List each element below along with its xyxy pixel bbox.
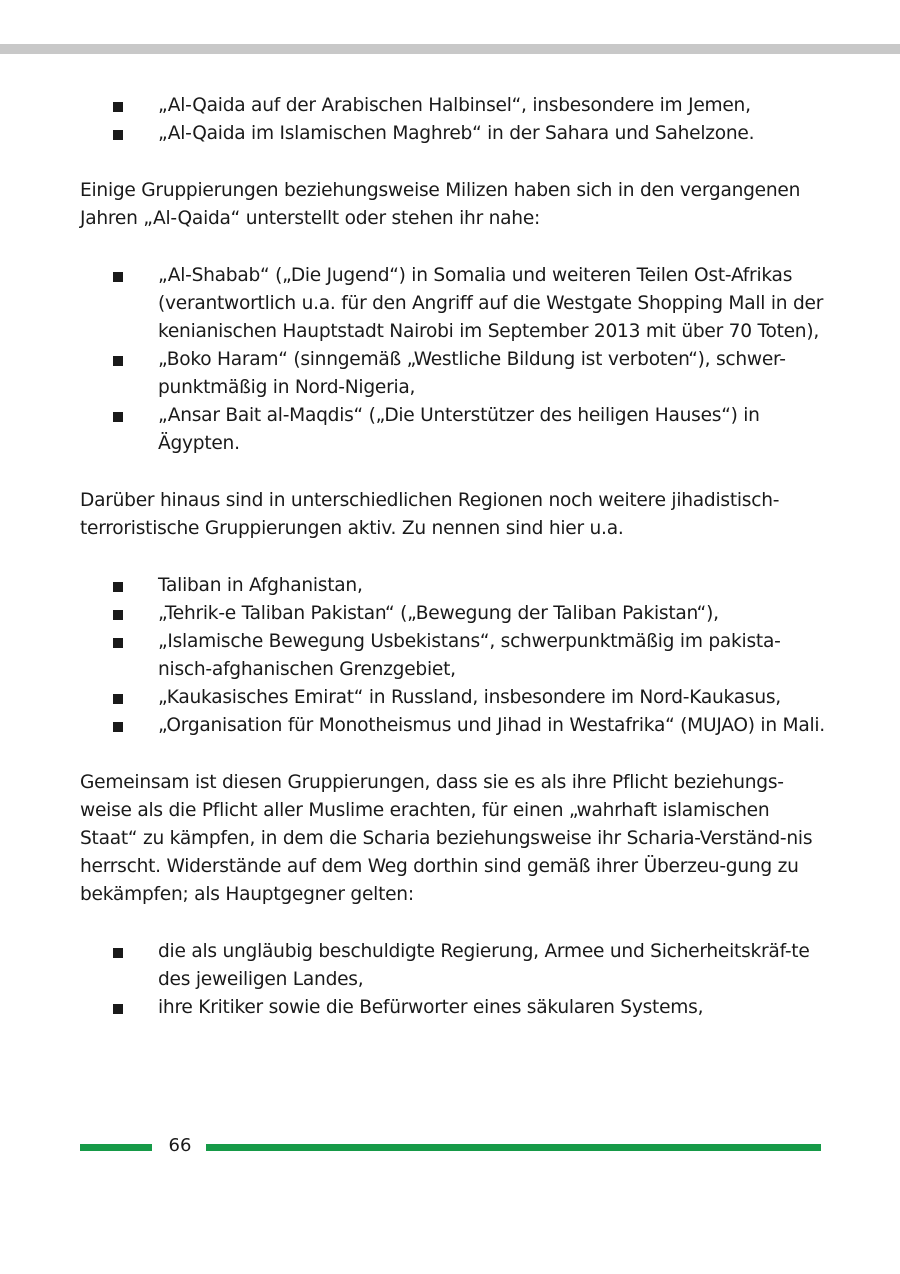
square-bullet-icon	[113, 694, 123, 704]
list-item-text: „Tehrik-e Taliban Pakistan“ („Bewegung der Taliban Pakistan“),	[158, 603, 719, 624]
footer-rule-right	[206, 1144, 821, 1151]
square-bullet-icon	[113, 948, 123, 958]
paragraph-affiliates: Einige Gruppierungen beziehungsweise Milizen haben sich in den vergangenen Jahren „Al-Qaida“ unterstellt oder stehen ihr nahe:	[80, 180, 801, 229]
square-bullet-icon	[113, 1004, 123, 1014]
list-item-text: „Ansar Bait al-Maqdis“ („Die Unterstützer des heiligen Hauses“) in Ägypten.	[158, 405, 760, 454]
list-item-text: die als ungläubig beschuldigte Regierung, Armee und Sicherheitskräf-te des jeweiligen Landes,	[158, 941, 810, 990]
page-number: 66	[168, 1135, 192, 1156]
list-item-text: „Al-Qaida auf der Arabischen Halbinsel“, insbesondere im Jemen,	[158, 95, 751, 116]
footer-rule-left	[80, 1144, 152, 1151]
bullet-list-main-opponents	[80, 938, 830, 1022]
page-body	[80, 92, 830, 1022]
list-item	[80, 600, 830, 628]
square-bullet-icon	[113, 582, 123, 592]
square-bullet-icon	[113, 412, 123, 422]
list-item-text: „Al-Shabab“ („Die Jugend“) in Somalia und weiteren Teilen Ost-Afrikas (verantwortlich u.a. für den Angriff auf die Westgate Shopping Mall in der kenianischen Hauptstadt Nairobi im September 2013 mit über 70 Toten),	[158, 265, 824, 342]
square-bullet-icon	[113, 610, 123, 620]
list-item-text: „Al-Qaida im Islamischen Maghreb“ in der Sahara und Sahelzone.	[158, 123, 755, 144]
list-item-text: „Organisation für Monotheismus und Jihad in Westafrika“ (MUJAO) in Mali.	[158, 715, 825, 736]
list-item	[80, 572, 830, 600]
square-bullet-icon	[113, 102, 123, 112]
list-item	[80, 346, 830, 402]
list-item	[80, 262, 830, 346]
paragraph-other-groups: Darüber hinaus sind in unterschiedlichen Regionen noch weitere jihadistisch-terroristische Gruppierungen aktiv. Zu nennen sind hier u.a.	[80, 490, 780, 539]
square-bullet-icon	[113, 356, 123, 366]
list-item	[80, 684, 830, 712]
list-item-text: „Islamische Bewegung Usbekistans“, schwerpunktmäßig im pakista-nisch-afghanischen Grenzgebiet,	[158, 631, 781, 680]
bullet-list-other-groups	[80, 572, 830, 740]
list-item-text: Taliban in Afghanistan,	[158, 575, 363, 596]
list-item	[80, 402, 830, 458]
square-bullet-icon	[113, 722, 123, 732]
paragraph-common-goal: Gemeinsam ist diesen Gruppierungen, dass sie es als ihre Pflicht beziehungs-weise als die Pflicht aller Muslime erachten, für einen „wahrhaft islamischen Staat“ zu kämpfen, in dem die Scharia beziehungsweise ihr Scharia-Verständ-nis herrscht. Widerstände auf dem Weg dorthin sind gemäß ihrer Überzeu-gung zu bekämpfen; als Hauptgegner gelten:	[80, 772, 813, 905]
header-rule	[0, 44, 900, 54]
square-bullet-icon	[113, 272, 123, 282]
list-item	[80, 938, 830, 994]
bullet-list-affiliates	[80, 262, 830, 458]
square-bullet-icon	[113, 130, 123, 140]
list-item	[80, 712, 830, 740]
list-item	[80, 628, 830, 684]
list-item-text: „Boko Haram“ (sinngemäß „Westliche Bildung ist verboten“), schwer-punktmäßig in Nord-Nigeria,	[158, 349, 786, 398]
list-item	[80, 120, 830, 148]
list-item-text: „Kaukasisches Emirat“ in Russland, insbesondere im Nord-Kaukasus,	[158, 687, 781, 708]
square-bullet-icon	[113, 638, 123, 648]
bullet-list-al-qaida-regional	[80, 92, 830, 148]
list-item-text: ihre Kritiker sowie die Befürworter eines säkularen Systems,	[158, 997, 704, 1018]
list-item	[80, 994, 830, 1022]
list-item	[80, 92, 830, 120]
